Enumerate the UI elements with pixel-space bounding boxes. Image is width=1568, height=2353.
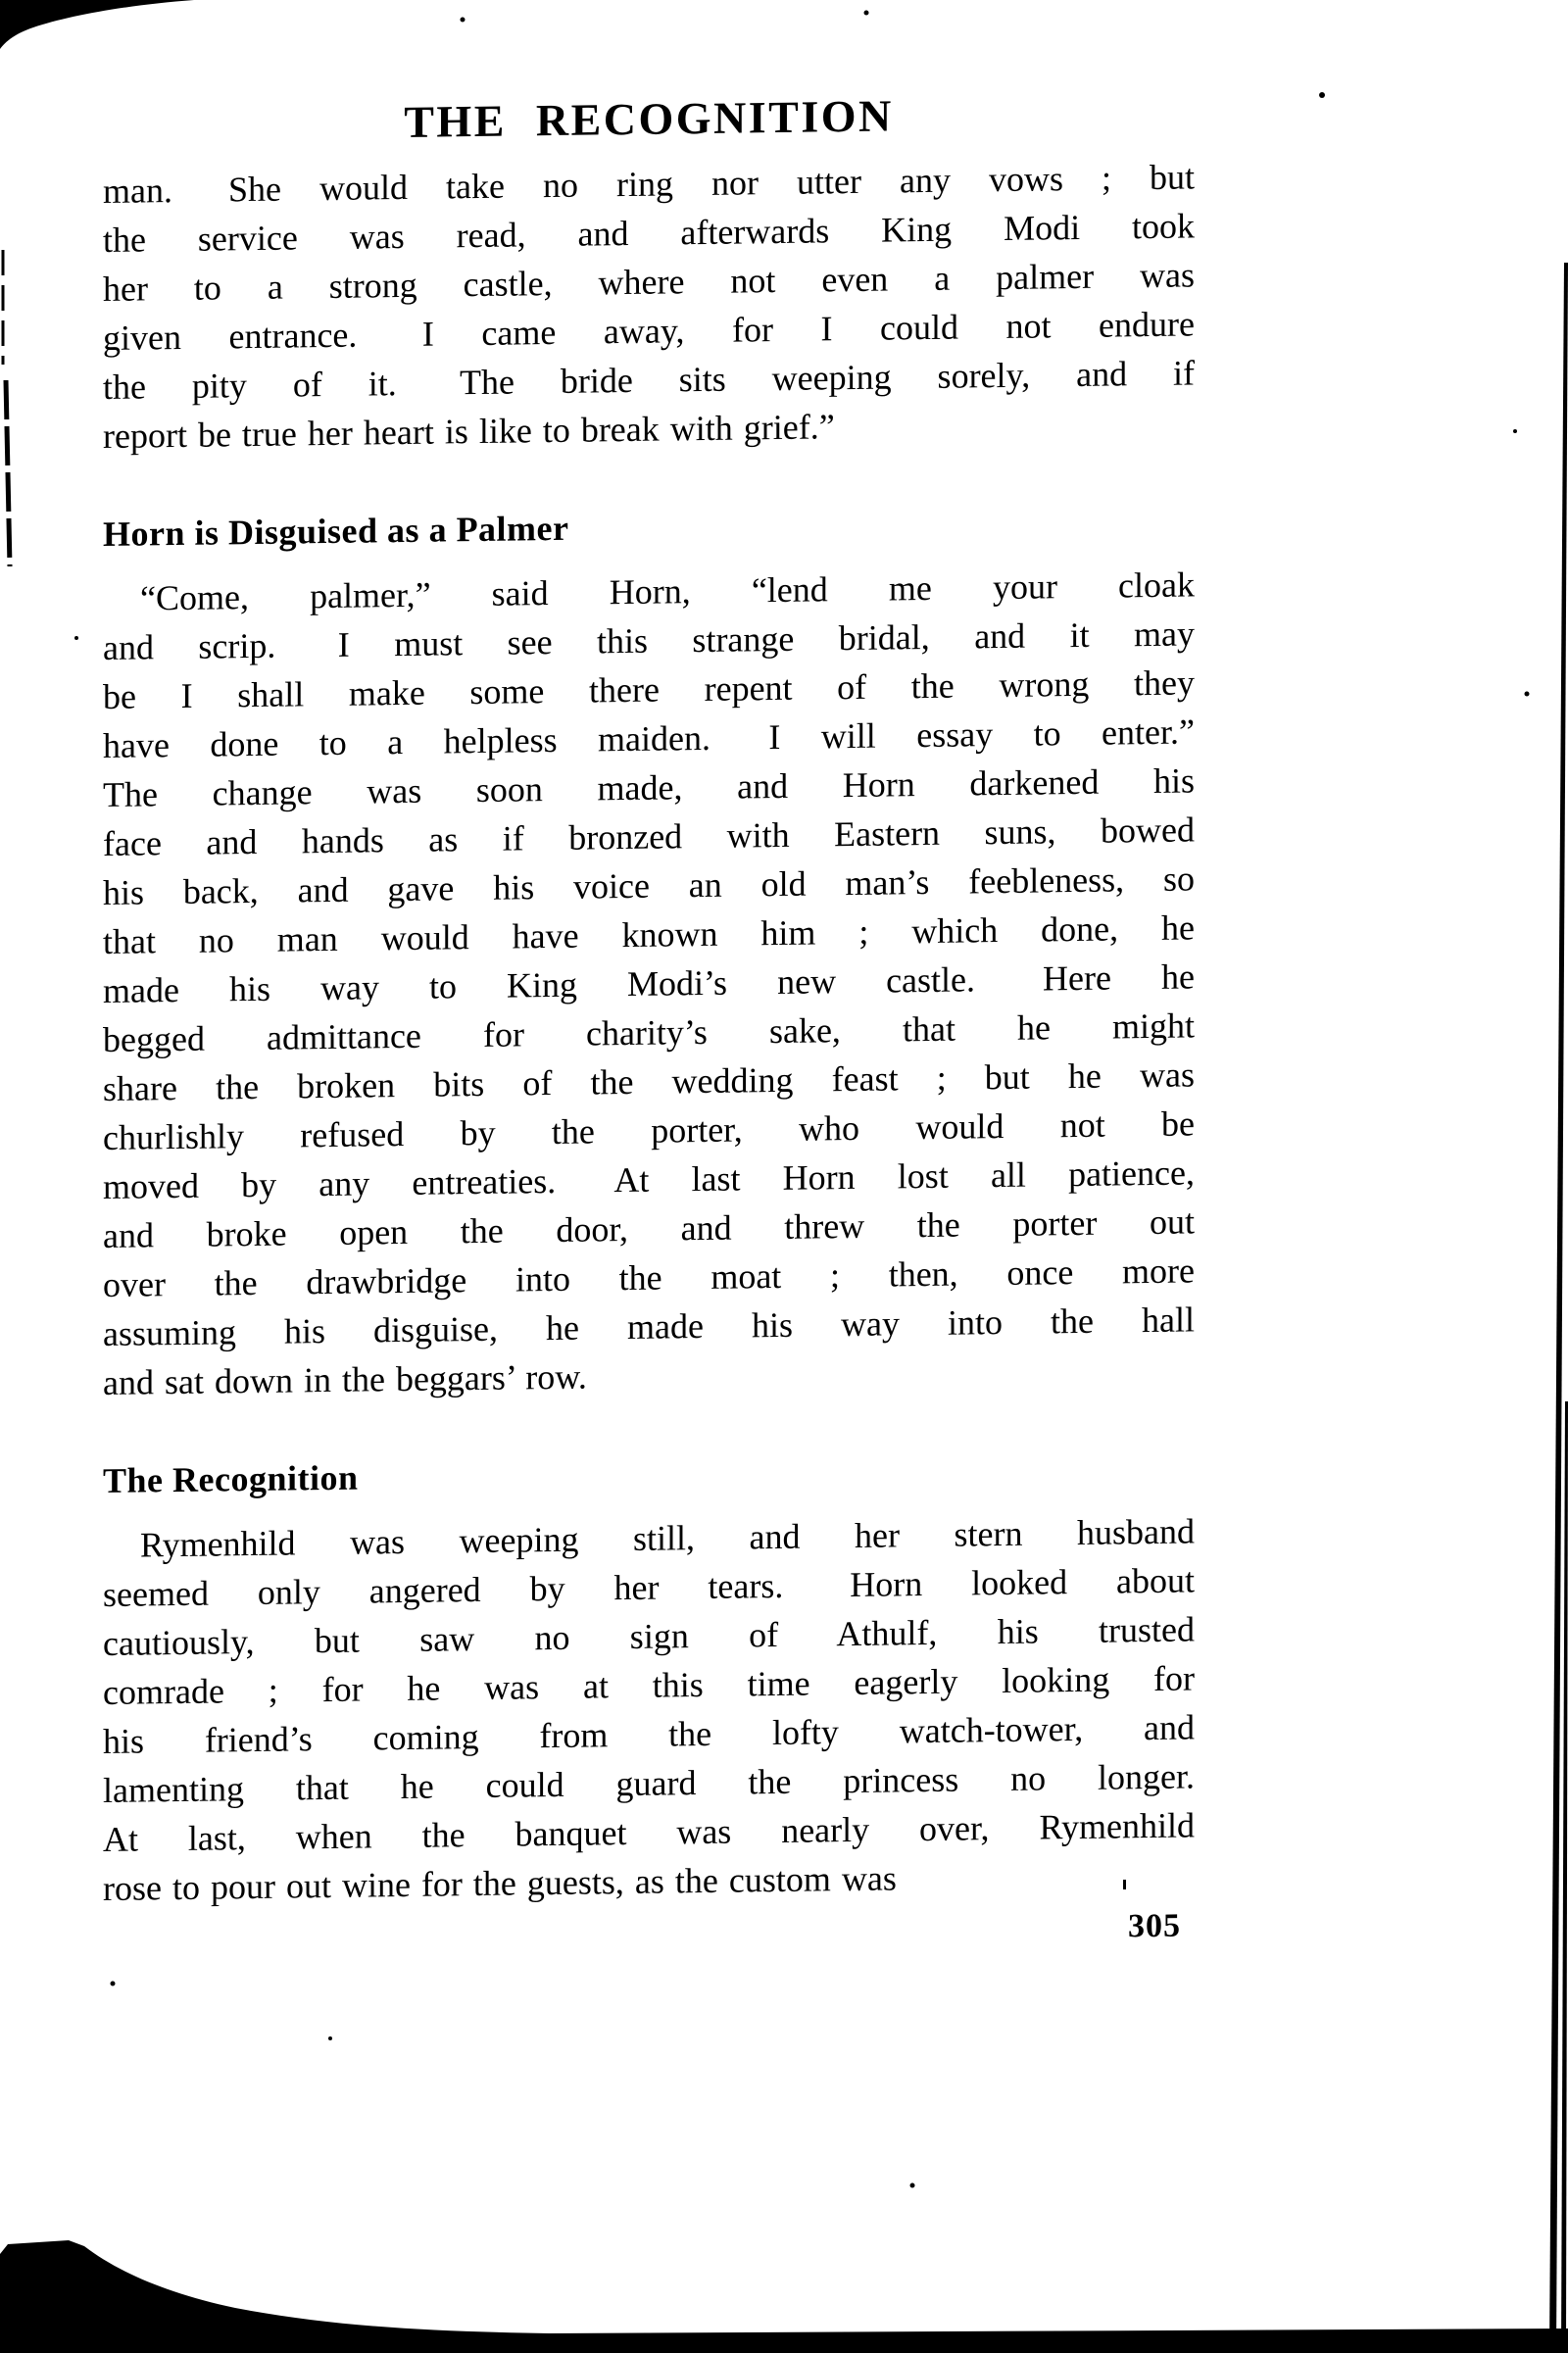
text-line: made his way to King Modi’s new castle. Here he [103, 956, 1195, 1010]
text-line: her to a strong castle, where not even a palmer was [103, 255, 1195, 309]
text-line: face and hands as if bronzed with Eastern suns, bowed [103, 809, 1195, 863]
text-line: The change was soon made, and Horn darkened his [103, 760, 1195, 814]
text-line: comrade ; for he was at this time eagerly looking for [103, 1658, 1195, 1712]
text-line: the service was read, and afterwards King Modi took [103, 206, 1195, 260]
text-line: share the broken bits of the wedding feast ; but he was [103, 1054, 1195, 1108]
scan-artifact-bottom-band [0, 2240, 1568, 2353]
text-line: Rymenhild was weeping still, and her stern husband [140, 1511, 1195, 1565]
text-line: rose to pour out wine for the guests, as the custom was [103, 1858, 897, 1908]
scan-artifact-left-dash-lower [6, 380, 10, 566]
text-line: the pity of it. The bride sits weeping sorely, and if [103, 353, 1195, 407]
scan-artifact-speck [1513, 429, 1517, 433]
text-block [103, 87, 1195, 1962]
scan-artifact-speck [461, 18, 466, 23]
text-line: that no man would have known him ; which done, he [103, 907, 1195, 961]
text-line: begged admittance for charity’s sake, that he might [103, 1005, 1195, 1059]
scan-artifact-speck [864, 11, 869, 16]
text-line: have done to a helpless maiden. I will essay to enter.” [103, 711, 1195, 765]
scan-artifact-speck [1319, 92, 1325, 98]
paragraph-recognition [103, 1506, 1195, 1913]
text-line: and sat down in the beggars’ row. [103, 1356, 587, 1402]
text-line: over the drawbridge into the moat ; then, once more [103, 1250, 1195, 1304]
text-line: assuming his disguise, he made his way into the hall [103, 1299, 1195, 1353]
text-line: his back, and gave his voice an old man’s feebleness, so [103, 858, 1195, 912]
text-line: his friend’s coming from the lofty watch-tower, and [103, 1707, 1195, 1761]
scan-artifact-speck [910, 2183, 915, 2188]
scan-artifact-top-left-wedge [0, 0, 194, 49]
text-line: At last, when the banquet was nearly over, Rymenhild [103, 1805, 1195, 1859]
scan-artifact-speck [111, 1982, 116, 1986]
scan-artifact-speck [1525, 692, 1530, 697]
scan-artifact-right-edge-line-2 [1561, 1401, 1568, 2353]
text-line: given entrance. I came away, for I could not endure [103, 304, 1195, 358]
text-line: lamenting that he could guard the princess no longer. [103, 1756, 1195, 1810]
text-line: man. She would take no ring nor utter any vows ; but [103, 157, 1195, 211]
text-line: seemed only angered by her tears. Horn looked about [103, 1560, 1195, 1614]
text-line: cautiously, but saw no sign of Athulf, his trusted [103, 1609, 1195, 1663]
page-title: THE RECOGNITION [404, 90, 894, 147]
paragraph-palmer-disguise [103, 560, 1195, 1407]
scan-artifact-speck [328, 2036, 332, 2040]
scan-artifact-right-edge-line [1549, 263, 1568, 2353]
text-line: be I shall make some there repent of the wrong they [103, 662, 1195, 716]
text-line: and broke open the door, and threw the porter out [103, 1201, 1195, 1255]
text-line: report be true her heart is like to break with grief.” [103, 407, 835, 456]
text-line: churlishly refused by the porter, who would not be [103, 1103, 1195, 1157]
scan-artifact-speck [74, 636, 78, 640]
paragraph-continuation [103, 152, 1195, 461]
page-number: 305 [1128, 1907, 1181, 1945]
text-line: moved by any entreaties. At last Horn lost all patience, [103, 1152, 1195, 1206]
text-line: “Come, palmer,” said Horn, “lend me your cloak [140, 564, 1195, 618]
section-heading-recognition: The Recognition [103, 1457, 359, 1500]
section-heading-palmer: Horn is Disguised as a Palmer [103, 508, 569, 554]
text-line: and scrip. I must see this strange bridal, and it may [103, 613, 1195, 667]
